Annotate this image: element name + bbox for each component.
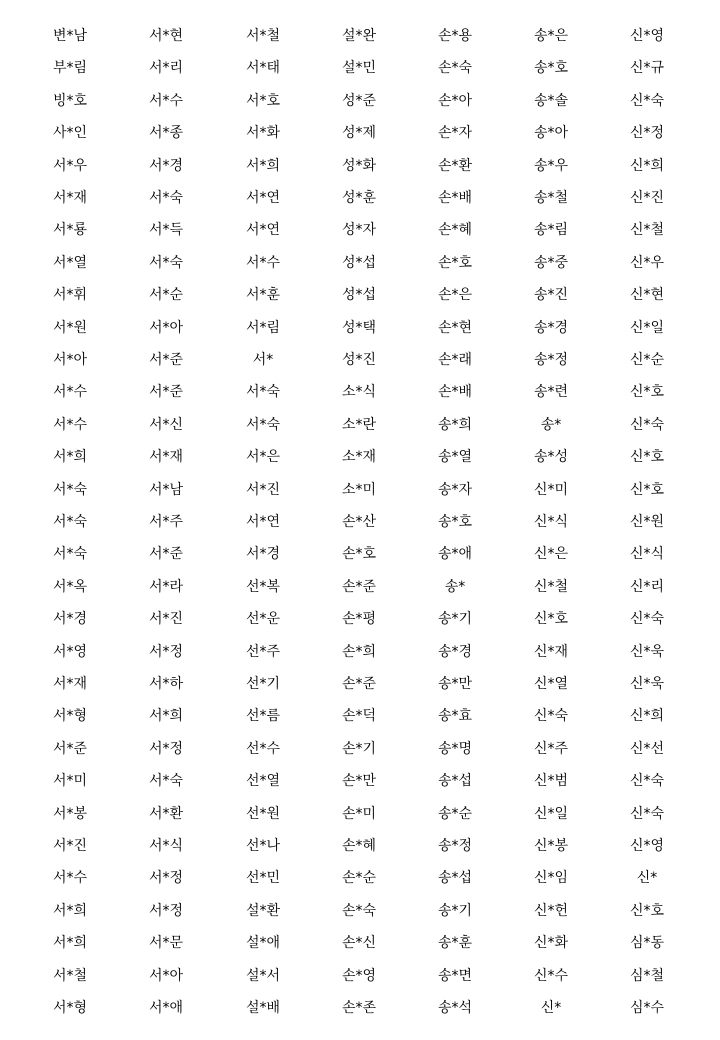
name-cell: 성*화 <box>341 157 377 174</box>
name-cell: 서*재 <box>52 190 88 206</box>
name-cell: 서*숙 <box>148 190 184 206</box>
name-cell: 신*희 <box>629 157 665 174</box>
name-cell: 신*숙 <box>629 805 665 822</box>
name-cell: 신*욱 <box>629 676 665 692</box>
name-cell: 서*재 <box>52 676 88 692</box>
name-cell: 서*숙 <box>52 514 88 530</box>
name-cell: 서*리 <box>148 60 184 77</box>
name-cell: 신*희 <box>629 708 665 725</box>
name-cell: 서*림 <box>245 319 281 336</box>
name-row <box>0 154 720 178</box>
name-row <box>0 510 720 534</box>
name-cell: 성*제 <box>341 125 377 142</box>
name-cell: 신* <box>540 1000 562 1016</box>
name-cell: 서*진 <box>245 481 281 498</box>
name-cell: 신*주 <box>533 740 569 757</box>
name-cell: 손*용 <box>437 28 473 44</box>
name-cell: 서*경 <box>52 611 88 628</box>
name-cell: 설*배 <box>245 1000 281 1016</box>
name-cell: 서*순 <box>148 287 184 304</box>
name-cell: 신* <box>636 870 658 887</box>
name-cell: 송*림 <box>533 222 569 239</box>
name-cell: 손*산 <box>341 514 377 530</box>
name-cell: 서*훈 <box>245 287 281 304</box>
name-cell: 신*우 <box>629 254 665 271</box>
name-cell: 손*준 <box>341 578 377 595</box>
name-cell: 설*환 <box>245 902 281 919</box>
name-cell: 손*혜 <box>437 222 473 239</box>
name-cell: 손*존 <box>341 1000 377 1016</box>
name-row <box>0 996 720 1020</box>
name-cell: 송*효 <box>437 708 473 725</box>
name-cell: 서*은 <box>245 449 281 466</box>
name-cell: 성*준 <box>341 92 377 109</box>
name-cell: 신*정 <box>629 125 665 142</box>
name-cell: 서*형 <box>52 708 88 725</box>
name-cell: 서*준 <box>52 740 88 757</box>
name-cell: 서*식 <box>148 838 184 854</box>
name-cell: 송*솔 <box>533 92 569 109</box>
name-cell: 서*득 <box>148 222 184 239</box>
name-cell: 송*성 <box>533 449 569 466</box>
name-cell: 서* <box>252 352 274 368</box>
name-cell: 신*원 <box>629 514 665 530</box>
name-cell: 서*숙 <box>148 254 184 271</box>
name-cell: 신*일 <box>629 319 665 336</box>
name-cell: 소*재 <box>341 449 377 466</box>
name-cell: 서*현 <box>148 28 184 44</box>
name-cell: 설*애 <box>245 935 281 952</box>
name-cell: 손*자 <box>437 125 473 142</box>
name-cell: 심*철 <box>629 967 665 984</box>
name-cell: 서*진 <box>148 611 184 628</box>
name-cell: 송*중 <box>533 254 569 271</box>
name-cell: 손*덕 <box>341 708 377 725</box>
name-row <box>0 834 720 858</box>
name-cell: 송*애 <box>437 546 473 563</box>
name-cell: 신*범 <box>533 773 569 790</box>
name-cell: 손*아 <box>437 92 473 109</box>
name-cell: 손*평 <box>341 611 377 628</box>
name-cell: 서*수 <box>148 92 184 109</box>
name-cell: 송*아 <box>533 125 569 142</box>
name-cell: 선*나 <box>245 838 281 854</box>
name-cell: 선*기 <box>245 676 281 692</box>
name-cell: 송*기 <box>437 611 473 628</box>
name-cell: 성*섭 <box>341 287 377 304</box>
name-row <box>0 413 720 437</box>
name-cell: 소*식 <box>341 384 377 401</box>
name-row <box>0 121 720 145</box>
name-cell: 서*준 <box>148 352 184 368</box>
name-cell: 서*수 <box>52 416 88 433</box>
name-cell: 신*영 <box>629 28 665 44</box>
name-cell: 송* <box>444 578 466 595</box>
name-cell: 송*섭 <box>437 870 473 887</box>
name-row <box>0 283 720 307</box>
name-cell: 서*정 <box>148 643 184 660</box>
name-cell: 손*미 <box>341 805 377 822</box>
name-cell: 서*수 <box>52 870 88 887</box>
name-cell: 신*숙 <box>629 416 665 433</box>
name-cell: 서*룡 <box>52 222 88 239</box>
name-cell: 신*열 <box>533 676 569 692</box>
name-cell: 송*우 <box>533 157 569 174</box>
name-cell: 선*원 <box>245 805 281 822</box>
name-cell: 서*연 <box>245 222 281 239</box>
name-row <box>0 251 720 275</box>
name-cell: 송*기 <box>437 902 473 919</box>
name-cell: 선*운 <box>245 611 281 628</box>
name-cell: 송*호 <box>533 60 569 77</box>
name-cell: 신*호 <box>629 902 665 919</box>
name-cell: 서*준 <box>148 384 184 401</box>
name-cell: 손*영 <box>341 967 377 984</box>
name-cell: 소*란 <box>341 416 377 433</box>
name-row <box>0 24 720 48</box>
name-cell: 신*선 <box>629 740 665 757</box>
name-cell: 서*옥 <box>52 578 88 595</box>
name-cell: 신*철 <box>533 578 569 595</box>
name-cell: 빙*호 <box>52 92 88 109</box>
name-row <box>0 186 720 210</box>
name-cell: 신*숙 <box>629 92 665 109</box>
name-cell: 설*서 <box>245 967 281 984</box>
name-row <box>0 316 720 340</box>
name-cell: 손*준 <box>341 676 377 692</box>
name-cell: 신*화 <box>533 935 569 952</box>
name-cell: 서*호 <box>245 92 281 109</box>
name-cell: 손*배 <box>437 384 473 401</box>
name-row <box>0 704 720 728</box>
name-cell: 손*호 <box>437 254 473 271</box>
name-row <box>0 380 720 404</box>
name-cell: 서*열 <box>52 254 88 271</box>
name-cell: 신*호 <box>533 611 569 628</box>
name-cell: 손*숙 <box>437 60 473 77</box>
name-cell: 손*만 <box>341 773 377 790</box>
name-cell: 신*봉 <box>533 838 569 854</box>
name-row <box>0 56 720 80</box>
name-cell: 신*헌 <box>533 902 569 919</box>
name-row <box>0 607 720 631</box>
name-cell: 손*기 <box>341 740 377 757</box>
name-cell: 선*복 <box>245 578 281 595</box>
name-cell: 송*정 <box>437 838 473 854</box>
name-cell: 변*남 <box>52 28 88 44</box>
name-cell: 송*자 <box>437 481 473 498</box>
name-cell: 서*태 <box>245 60 281 77</box>
name-cell: 송*호 <box>437 514 473 530</box>
name-row <box>0 899 720 923</box>
name-row <box>0 218 720 242</box>
name-cell: 설*완 <box>341 28 377 44</box>
name-cell: 송*희 <box>437 416 473 433</box>
name-cell: 신*철 <box>629 222 665 239</box>
name-cell: 서*신 <box>148 416 184 433</box>
name-cell: 서*숙 <box>245 416 281 433</box>
name-cell: 송*철 <box>533 190 569 206</box>
name-cell: 신*호 <box>629 449 665 466</box>
name-cell: 서*아 <box>52 352 88 368</box>
name-cell: 신*호 <box>629 384 665 401</box>
name-cell: 서*희 <box>52 449 88 466</box>
name-cell: 서*희 <box>245 157 281 174</box>
name-cell: 신*숙 <box>533 708 569 725</box>
name-cell: 신*리 <box>629 578 665 595</box>
name-cell: 신*욱 <box>629 643 665 660</box>
name-cell: 성*자 <box>341 222 377 239</box>
name-cell: 성*훈 <box>341 190 377 206</box>
name-row <box>0 931 720 955</box>
name-cell: 서*숙 <box>245 384 281 401</box>
name-cell: 손*래 <box>437 352 473 368</box>
name-cell: 선*민 <box>245 870 281 887</box>
name-cell: 서*미 <box>52 773 88 790</box>
name-row <box>0 348 720 372</box>
name-cell: 심*동 <box>629 935 665 952</box>
name-cell: 송*훈 <box>437 935 473 952</box>
name-cell: 선*열 <box>245 773 281 790</box>
name-cell: 손*희 <box>341 643 377 660</box>
name-cell: 서*희 <box>52 902 88 919</box>
name-cell: 서*아 <box>148 967 184 984</box>
name-cell: 송*열 <box>437 449 473 466</box>
name-cell: 신*재 <box>533 643 569 660</box>
name-cell: 서*재 <box>148 449 184 466</box>
name-cell: 서*정 <box>148 902 184 919</box>
name-cell: 손*환 <box>437 157 473 174</box>
name-cell: 신*영 <box>629 838 665 854</box>
name-cell: 성*택 <box>341 319 377 336</box>
name-row <box>0 737 720 761</box>
name-cell: 송*석 <box>437 1000 473 1016</box>
name-cell: 서*하 <box>148 676 184 692</box>
name-cell: 신*현 <box>629 287 665 304</box>
name-cell: 신*미 <box>533 481 569 498</box>
name-cell: 사*인 <box>52 125 88 142</box>
name-cell: 서*원 <box>52 319 88 336</box>
name-cell: 서*경 <box>245 546 281 563</box>
name-row <box>0 575 720 599</box>
name-cell: 서*주 <box>148 514 184 530</box>
name-row <box>0 672 720 696</box>
name-cell: 손*신 <box>341 935 377 952</box>
name-cell: 신*호 <box>629 481 665 498</box>
name-cell: 손*현 <box>437 319 473 336</box>
name-row <box>0 445 720 469</box>
name-cell: 신*식 <box>629 546 665 563</box>
name-cell: 서*희 <box>52 935 88 952</box>
name-row <box>0 89 720 113</box>
name-cell: 송*명 <box>437 740 473 757</box>
name-cell: 신*숙 <box>629 611 665 628</box>
name-cell: 서*휘 <box>52 287 88 304</box>
name-cell: 송* <box>540 416 562 433</box>
name-cell: 손*배 <box>437 190 473 206</box>
name-cell: 성*섭 <box>341 254 377 271</box>
name-cell: 신*규 <box>629 60 665 77</box>
name-cell: 성*진 <box>341 352 377 368</box>
name-cell: 서*수 <box>52 384 88 401</box>
name-row <box>0 478 720 502</box>
name-cell: 서*숙 <box>52 546 88 563</box>
name-row <box>0 542 720 566</box>
name-cell: 손*호 <box>341 546 377 563</box>
name-cell: 서*철 <box>245 28 281 44</box>
name-cell: 서*진 <box>52 838 88 854</box>
name-cell: 송*정 <box>533 352 569 368</box>
name-cell: 서*애 <box>148 1000 184 1016</box>
name-row <box>0 866 720 890</box>
name-cell: 손*혜 <box>341 838 377 854</box>
name-cell: 손*은 <box>437 287 473 304</box>
name-cell: 소*미 <box>341 481 377 498</box>
name-cell: 설*민 <box>341 60 377 77</box>
name-cell: 서*숙 <box>52 481 88 498</box>
name-cell: 송*순 <box>437 805 473 822</box>
name-cell: 서*문 <box>148 935 184 952</box>
name-cell: 손*순 <box>341 870 377 887</box>
name-cell: 선*주 <box>245 643 281 660</box>
name-row <box>0 769 720 793</box>
name-cell: 송*경 <box>437 643 473 660</box>
name-cell: 서*라 <box>148 578 184 595</box>
name-cell: 서*희 <box>148 708 184 725</box>
name-cell: 신*순 <box>629 352 665 368</box>
name-cell: 송*련 <box>533 384 569 401</box>
name-cell: 서*연 <box>245 190 281 206</box>
name-cell: 서*영 <box>52 643 88 660</box>
name-cell: 서*수 <box>245 254 281 271</box>
name-cell: 심*수 <box>629 1000 665 1016</box>
name-cell: 서*환 <box>148 805 184 822</box>
name-cell: 서*정 <box>148 870 184 887</box>
name-cell: 송*만 <box>437 676 473 692</box>
name-cell: 서*형 <box>52 1000 88 1016</box>
name-cell: 서*철 <box>52 967 88 984</box>
name-cell: 손*숙 <box>341 902 377 919</box>
name-cell: 신*수 <box>533 967 569 984</box>
name-cell: 부*림 <box>52 60 88 77</box>
name-cell: 서*연 <box>245 514 281 530</box>
name-cell: 신*임 <box>533 870 569 887</box>
name-cell: 서*우 <box>52 157 88 174</box>
name-row <box>0 640 720 664</box>
name-cell: 송*섭 <box>437 773 473 790</box>
name-cell: 송*진 <box>533 287 569 304</box>
name-cell: 신*숙 <box>629 773 665 790</box>
name-cell: 서*정 <box>148 740 184 757</box>
name-cell: 서*숙 <box>148 773 184 790</box>
name-cell: 선*수 <box>245 740 281 757</box>
name-cell: 송*경 <box>533 319 569 336</box>
name-cell: 서*종 <box>148 125 184 142</box>
name-cell: 서*아 <box>148 319 184 336</box>
name-cell: 송*면 <box>437 967 473 984</box>
name-cell: 신*식 <box>533 514 569 530</box>
name-cell: 서*준 <box>148 546 184 563</box>
name-cell: 선*름 <box>245 708 281 725</box>
name-cell: 서*경 <box>148 157 184 174</box>
name-cell: 서*남 <box>148 481 184 498</box>
name-cell: 신*진 <box>629 190 665 206</box>
name-row <box>0 802 720 826</box>
name-cell: 신*일 <box>533 805 569 822</box>
name-cell: 송*은 <box>533 28 569 44</box>
name-cell: 신*은 <box>533 546 569 563</box>
name-row <box>0 964 720 988</box>
name-cell: 서*봉 <box>52 805 88 822</box>
name-cell: 서*화 <box>245 125 281 142</box>
